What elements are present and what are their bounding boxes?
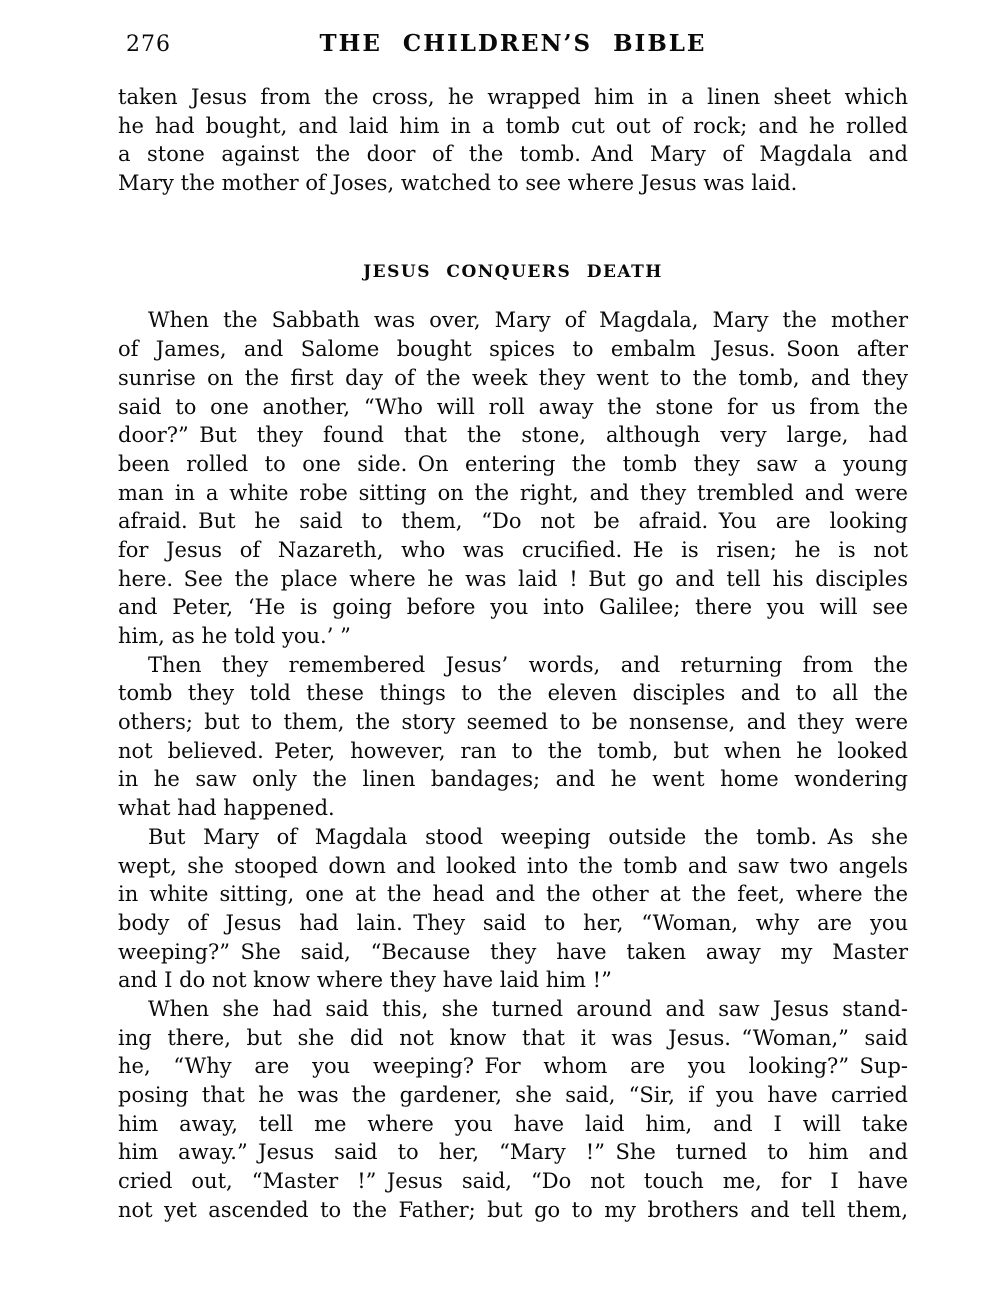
text-line: When the Sabbath was over, Mary of Magdala, Mary the mother bbox=[148, 308, 908, 333]
text-line: When she had said this, she turned around and saw Jesus stand- bbox=[148, 996, 908, 1021]
text-line: body of Jesus had lain. They said to her, “Woman, why are you bbox=[118, 910, 908, 935]
text-line: afraid. But he said to them, “Do not be afraid. You are looking bbox=[118, 509, 908, 534]
text-line: weeping?” She said, “Because they have taken away my Master bbox=[118, 939, 908, 964]
text-line: and Peter, ‘He is going before you into Galilee; there you will see bbox=[118, 595, 908, 620]
text-line: sunrise on the first day of the week they went to the tomb, and they bbox=[118, 365, 908, 390]
running-head: THE CHILDREN’S BIBLE bbox=[319, 30, 707, 57]
text-line: he had bought, and laid him in a tomb cut out of rock; and he rolled bbox=[118, 113, 908, 138]
text-line: not yet ascended to the Father; but go to my brothers and tell them, bbox=[118, 1197, 908, 1222]
text-line: him, as he told you.’ ” bbox=[118, 624, 351, 649]
text-line: in white sitting, one at the head and the other at the feet, where the bbox=[118, 882, 908, 907]
text-line: door?” But they found that the stone, although very large, had bbox=[118, 423, 908, 448]
text-line: But Mary of Magdala stood weeping outside the tomb. As she bbox=[148, 824, 908, 849]
text-line: in he saw only the linen bandages; and he went home wondering bbox=[118, 767, 908, 792]
text-line: Mary the mother of Joses, watched to see where Jesus was laid. bbox=[118, 171, 798, 196]
page-body bbox=[118, 83, 908, 1224]
text-line: wept, she stooped down and looked into the tomb and saw two angels bbox=[118, 853, 908, 878]
text-line: for Jesus of Nazareth, who was crucified. He is risen; he is not bbox=[118, 537, 908, 562]
text-line: said to one another, “Who will roll away the stone for us from the bbox=[118, 394, 908, 419]
paragraph bbox=[118, 823, 908, 995]
text-line: not believed. Peter, however, ran to the tomb, but when he looked bbox=[118, 738, 908, 763]
paragraph bbox=[118, 651, 908, 823]
text-line: him away.” Jesus said to her, “Mary !” She turned to him and bbox=[118, 1140, 908, 1165]
paragraph bbox=[118, 995, 908, 1225]
text-line: tomb they told these things to the eleven disciples and to all the bbox=[118, 681, 908, 706]
paragraph bbox=[118, 83, 908, 198]
text-line: others; but to them, the story seemed to be nonsense, and they were bbox=[118, 710, 908, 735]
text-line: of James, and Salome bought spices to embalm Jesus. Soon after bbox=[118, 337, 908, 362]
text-line: man in a white robe sitting on the right, and they trembled and were bbox=[118, 480, 908, 505]
text-line: him away, tell me where you have laid him, and I will take bbox=[118, 1111, 908, 1136]
page-header bbox=[118, 30, 908, 60]
text-line: what had happened. bbox=[118, 796, 335, 821]
text-line: been rolled to one side. On entering the tomb they saw a young bbox=[118, 451, 908, 476]
text-line: taken Jesus from the cross, he wrapped him in a linen sheet which bbox=[118, 85, 908, 109]
paragraph bbox=[118, 306, 908, 650]
text-line: and I do not know where they have laid him !” bbox=[118, 968, 612, 993]
section-heading: JESUS CONQUERS DEATH bbox=[363, 261, 663, 282]
text-line: he, “Why are you weeping? For whom are you looking?” Sup- bbox=[118, 1054, 908, 1079]
text-line: a stone against the door of the tomb. And Mary of Magdala and bbox=[118, 142, 908, 167]
page-number: 276 bbox=[126, 32, 171, 57]
text-line: cried out, “Master !” Jesus said, “Do not touch me, for I have bbox=[118, 1169, 908, 1194]
text-line: Then they remembered Jesus’ words, and returning from the bbox=[148, 652, 908, 677]
text-line: ing there, but she did not know that it was Jesus. “Woman,” said bbox=[118, 1025, 908, 1050]
text-line: here. See the place where he was laid ! But go and tell his disciples bbox=[118, 566, 908, 591]
text-line: posing that he was the gardener, she said, “Sir, if you have carried bbox=[118, 1083, 908, 1108]
